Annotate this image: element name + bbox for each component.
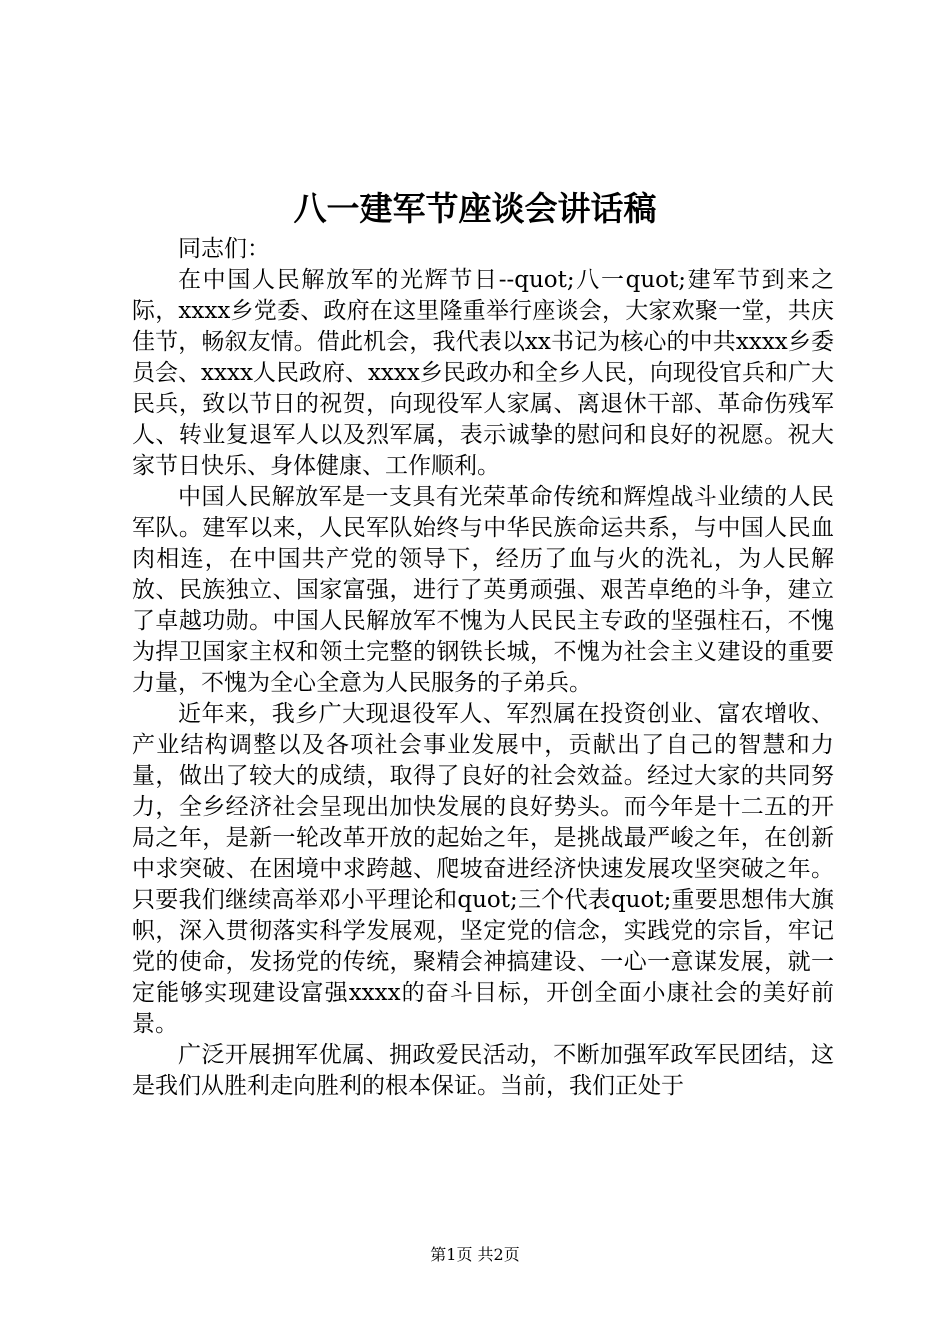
document-body [132, 234, 834, 1102]
paragraph-1: 在中国人民解放军的光辉节日--quot;八一quot;建军节到来之际，xxxx乡党委、政府在这里隆重举行座谈会，大家欢聚一堂，共庆佳节，畅叙友情。借此机会，我代表以xx书记为核心的中共xxxx乡委员会、xxxx人民政府、xxxx乡民政办和全乡人民，向现役官兵和广大民兵，致以节日的祝贺，向现役军人家属、离退休干部、革命伤残军人、转业复退军人以及烈军属，表示诚挚的慰问和良好的祝愿。祝大家节日快乐、身体健康、工作顺利。 [132, 267, 834, 479]
salutation: 同志们： [178, 236, 270, 262]
paragraph-2: 中国人民解放军是一支具有光荣革命传统和辉煌战斗业绩的人民军队。建军以来，人民军队始终与中华民族命运共系，与中国人民血肉相连，在中国共产党的领导下，经历了血与火的洗礼，为人民解放、民族独立、国家富强，进行了英勇顽强、艰苦卓绝的斗争，建立了卓越功勋。中国人民解放军不愧为人民民主专政的坚强柱石，不愧为捍卫国家主权和领土完整的钢铁长城，不愧为社会主义建设的重要力量，不愧为全心全意为人民服务的子弟兵。 [132, 484, 834, 696]
document-title: 八一建军节座谈会讲话稿 [293, 189, 657, 228]
page-footer: 第1页 共2页 [430, 1245, 520, 1264]
paragraph-3: 近年来，我乡广大现退役军人、军烈属在投资创业、富农增收、产业结构调整以及各项社会事业发展中，贡献出了自己的智慧和力量，做出了较大的成绩，取得了良好的社会效益。经过大家的共同努力，全乡经济社会呈现出加快发展的良好势头。而今年是十二五的开局之年，是新一轮改革开放的起始之年，是挑战最严峻之年，在创新中求突破、在困境中求跨越、爬坡奋进经济快速发展攻坚突破之年。只要我们继续高举邓小平理论和quot;三个代表quot;重要思想伟大旗帜，深入贯彻落实科学发展观，坚定党的信念，实践党的宗旨，牢记党的使命，发扬党的传统，聚精会神搞建设、一心一意谋发展，就一定能够实现建设富强xxxx的奋斗目标，开创全面小康社会的美好前景。 [132, 701, 834, 1037]
paragraph-4: 广泛开展拥军优属、拥政爱民活动，不断加强军政军民团结，这是我们从胜利走向胜利的根本保证。当前，我们正处于 [132, 1042, 834, 1099]
